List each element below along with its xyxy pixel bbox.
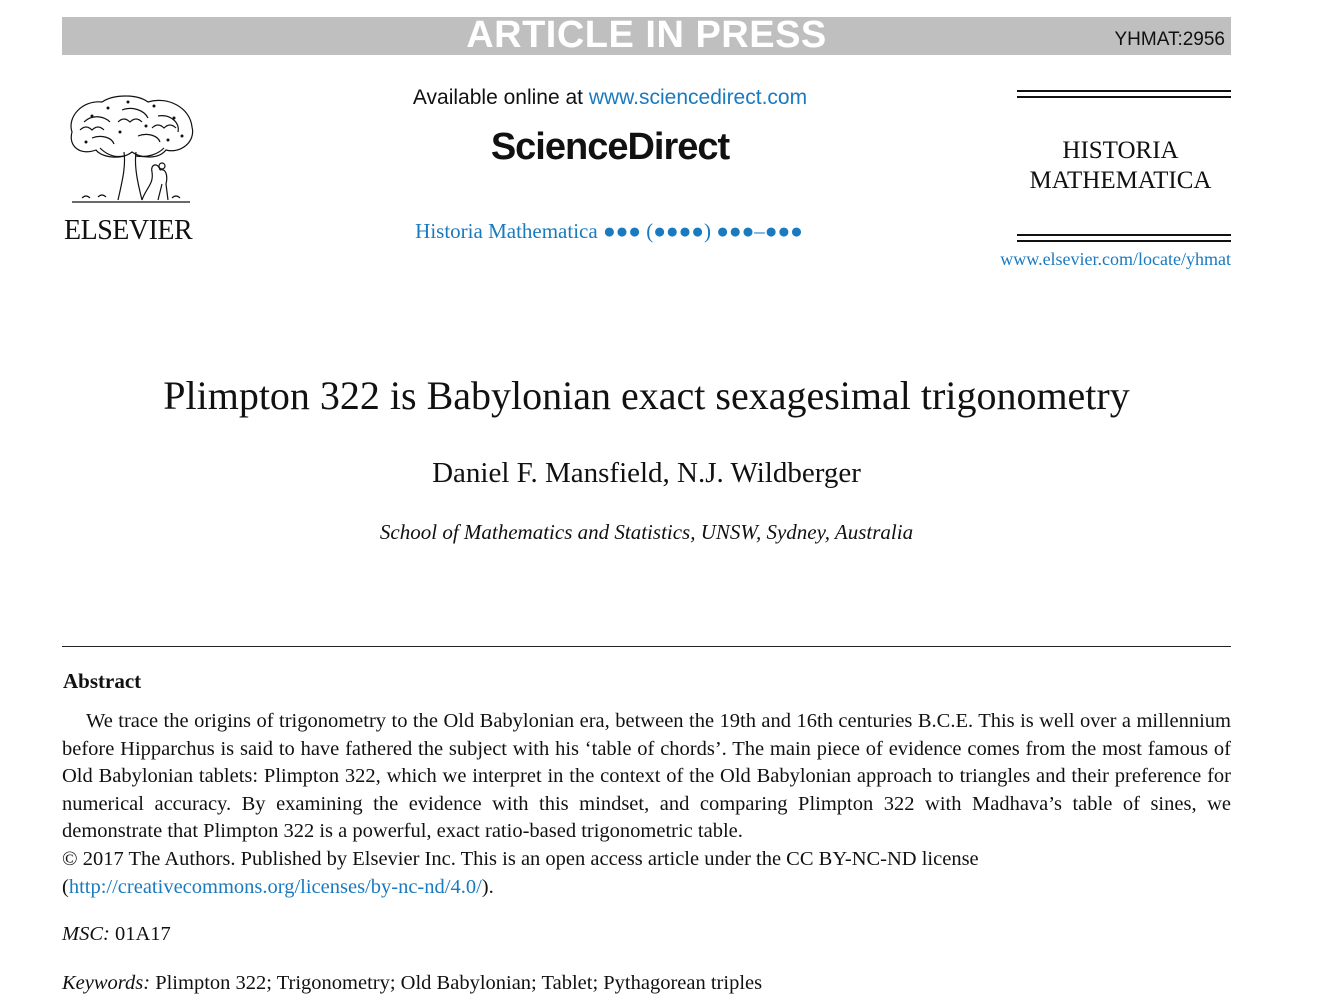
msc-line	[62, 923, 171, 946]
article-title: Plimpton 322 is Babylonian exact sexagesimal trigonometry	[163, 373, 1130, 418]
abstract-heading: Abstract	[63, 669, 142, 693]
available-online-line	[300, 86, 920, 110]
license-close-paren: ).	[481, 875, 494, 898]
journal-rule-top-1	[1017, 90, 1231, 92]
msc-label: MSC:	[62, 923, 110, 945]
banner-title: ARTICLE IN PRESS	[466, 14, 827, 56]
sciencedirect-wordmark: ScienceDirect	[490, 126, 730, 168]
journal-url-link[interactable]: www.elsevier.com/locate/yhmat	[1000, 249, 1231, 269]
journal-rule-bottom-2	[1017, 240, 1231, 242]
sciencedirect-link[interactable]: www.sciencedirect.com	[588, 86, 808, 109]
article-authors: Daniel F. Mansfield, N.J. Wildberger	[432, 457, 861, 489]
article-code: YHMAT:2956	[1114, 29, 1225, 50]
journal-name-line2: MATHEMATICA	[1029, 167, 1212, 194]
copyright-notice	[62, 846, 1231, 901]
license-link[interactable]: http://creativecommons.org/licenses/by-nc-nd/4.0/	[68, 875, 482, 898]
copyright-text: © 2017 The Authors. Published by Elsevier Inc. This is an open access article under the CC BY-NC-ND license	[62, 848, 979, 870]
available-prefix: Available online at	[412, 86, 583, 109]
journal-citation[interactable]: Historia Mathematica ●●● (●●●●) ●●●–●●●	[415, 219, 803, 243]
keywords-value: Plimpton 322; Trigonometry; Old Babylonian; Tablet; Pythagorean triples	[155, 972, 763, 994]
msc-value: 01A17	[114, 923, 171, 945]
abstract-body	[62, 708, 1231, 846]
journal-rule-top-2	[1017, 96, 1231, 98]
elsevier-tree-logo	[62, 92, 198, 210]
journal-rule-bottom-1	[1017, 234, 1231, 236]
abstract-text: We trace the origins of trigonometry to the Old Babylonian era, between the 19th and 16th centuries B.C.E. This is well over a millennium before Hipparchus is said to have fathered the subject with his ‘table of chords’. The main piece of evidence comes from the most famous of Old Babylonian tablets: Plimpton 322, which we interpret in the context of the Old Babylonian approach to triangles and their preference for numerical accuracy. By examining the evidence with this mindset, and comparing Plimpton 322 with Madhava’s table of sines, we demonstrate that Plimpton 322 is a powerful, exact ratio-based trigonometric table.	[62, 710, 1231, 842]
section-divider	[62, 646, 1231, 647]
keywords-label: Keywords:	[62, 972, 151, 994]
license-open-paren: (	[62, 875, 69, 898]
article-affiliation: School of Mathematics and Statistics, UNSW, Sydney, Australia	[379, 520, 914, 544]
article-in-press-banner	[62, 14, 1231, 56]
journal-name-line1: HISTORIA	[1062, 137, 1179, 164]
publisher-name: ELSEVIER	[64, 215, 193, 246]
journal-name	[1010, 136, 1231, 196]
keywords-line	[62, 972, 762, 995]
